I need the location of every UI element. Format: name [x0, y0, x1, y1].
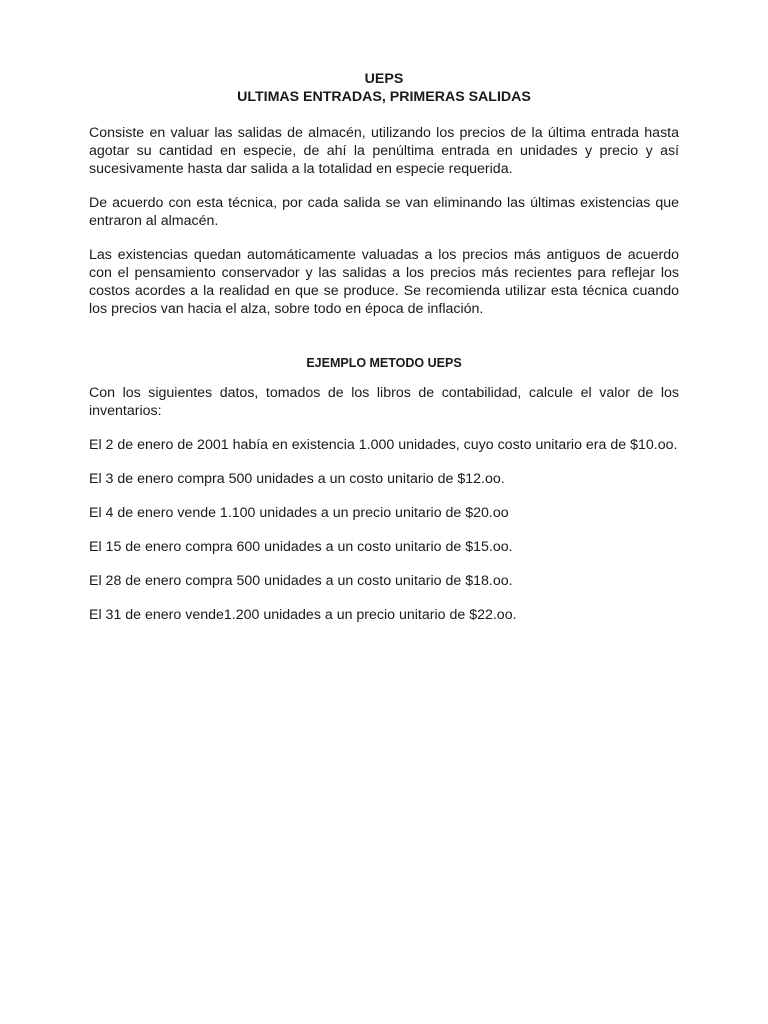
document-page [89, 70, 679, 640]
example-item: El 31 de enero vende1.200 unidades a un precio unitario de $22.oo. [89, 607, 517, 623]
example-item: El 3 de enero compra 500 unidades a un costo unitario de $12.oo. [89, 471, 505, 487]
example-item: El 15 de enero compra 600 unidades a un costo unitario de $15.oo. [89, 539, 513, 555]
example-item: El 2 de enero de 2001 había en existencia 1.000 unidades, cuyo costo unitario era de $10.oo. [89, 437, 678, 453]
paragraph-valuation: Las existencias quedan automáticamente valuadas a los precios más antiguos de acuerdo con el pensamiento conservador y las salidas a los precios más recientes para reflejar los costos acordes a la realidad en que se produce. Se recomienda utilizar esta técnica cuando los precios van hacia el alza, sobre todo en época de inflación. [89, 247, 679, 317]
document-subtitle: ULTIMAS ENTRADAS, PRIMERAS SALIDAS [237, 89, 531, 105]
example-section-title: EJEMPLO METODO UEPS [306, 356, 462, 370]
paragraph-technique: De acuerdo con esta técnica, por cada salida se van eliminando las últimas existencias que entraron al almacén. [89, 195, 679, 229]
example-intro: Con los siguientes datos, tomados de los libros de contabilidad, calcule el valor de los inventarios: [89, 385, 679, 419]
example-item: El 4 de enero vende 1.100 unidades a un precio unitario de $20.oo [89, 505, 509, 521]
example-item: El 28 de enero compra 500 unidades a un costo unitario de $18.oo. [89, 573, 513, 589]
paragraph-definition: Consiste en valuar las salidas de almacén, utilizando los precios de la última entrada hasta agotar su cantidad en especie, de ahí la penúltima entrada en unidades y precio y así sucesivamente hasta dar salida a la totalidad en especie requerida. [89, 125, 679, 177]
document-title: UEPS [364, 71, 404, 87]
